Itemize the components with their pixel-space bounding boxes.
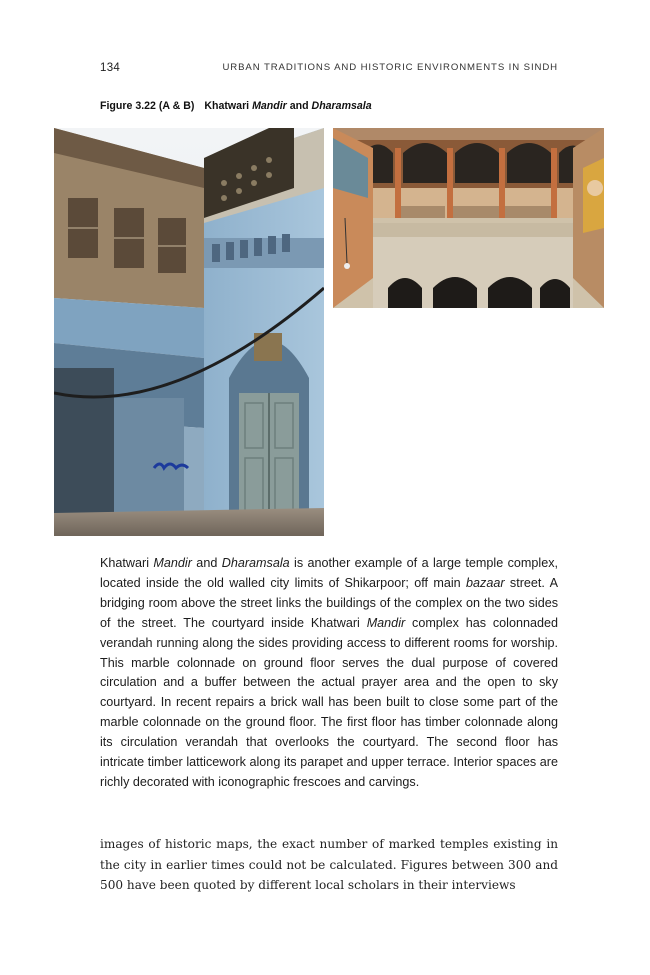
figure-title-italic: Dharamsala	[311, 100, 372, 112]
text-run: street. A bridging room above the street links the buildings of the complex on the two sides of the street. The courtyard inside Khatwari	[100, 575, 558, 630]
text-run: complex has colonnaded verandah running along the sides providing access to different rooms for worship. This marble colonnade on ground floor serves the dual purpose of covered circulation and a buffer between the actual prayer area and the open to sky courtyard. In recent repairs a brick wall has been built to close some part of the marble colonnade on the ground floor. The first floor has timber colonnade along its circulation verandah that overlooks the courtyard. The second floor has intricate timber latticework along its parapet and upper terrace. Interior spaces are richly decorated with iconographic frescoes and carvings.	[100, 615, 559, 789]
text-italic: Dharamsala	[221, 556, 290, 570]
temple-facade-illustration	[54, 128, 324, 536]
figure-title-text: Khatwari	[204, 100, 253, 112]
text-run: Khatwari	[100, 556, 154, 570]
text-run: is another example of a large temple complex, located inside the old walled city limits of Shikarpoor; off main	[100, 556, 558, 590]
text-run: and	[191, 556, 222, 570]
courtyard-illustration	[333, 128, 604, 308]
running-title: URBAN TRADITIONS AND HISTORIC ENVIRONMENTS IN SINDH	[222, 62, 558, 73]
figure-title-italic: Mandir	[252, 100, 287, 112]
page-header	[100, 62, 558, 78]
page-number: 134	[100, 62, 121, 74]
figure-caption	[100, 100, 372, 112]
text-italic: bazaar	[466, 575, 505, 590]
text-italic: Mandir	[153, 556, 192, 570]
body-paragraph	[100, 554, 558, 793]
figure-title-text: and	[286, 100, 312, 112]
figure-label: Figure 3.22 (A & B)	[100, 100, 195, 112]
photo-temple-facade	[54, 128, 324, 536]
photo-courtyard-colonnade	[333, 128, 604, 308]
text-italic: Mandir	[366, 615, 406, 630]
continuation-paragraph: images of historic maps, the exact number of marked temples existing in the city in earlier times could not be calculated. Figures between 300 and 500 have been quoted by different local scholars in their interviews	[100, 837, 558, 892]
